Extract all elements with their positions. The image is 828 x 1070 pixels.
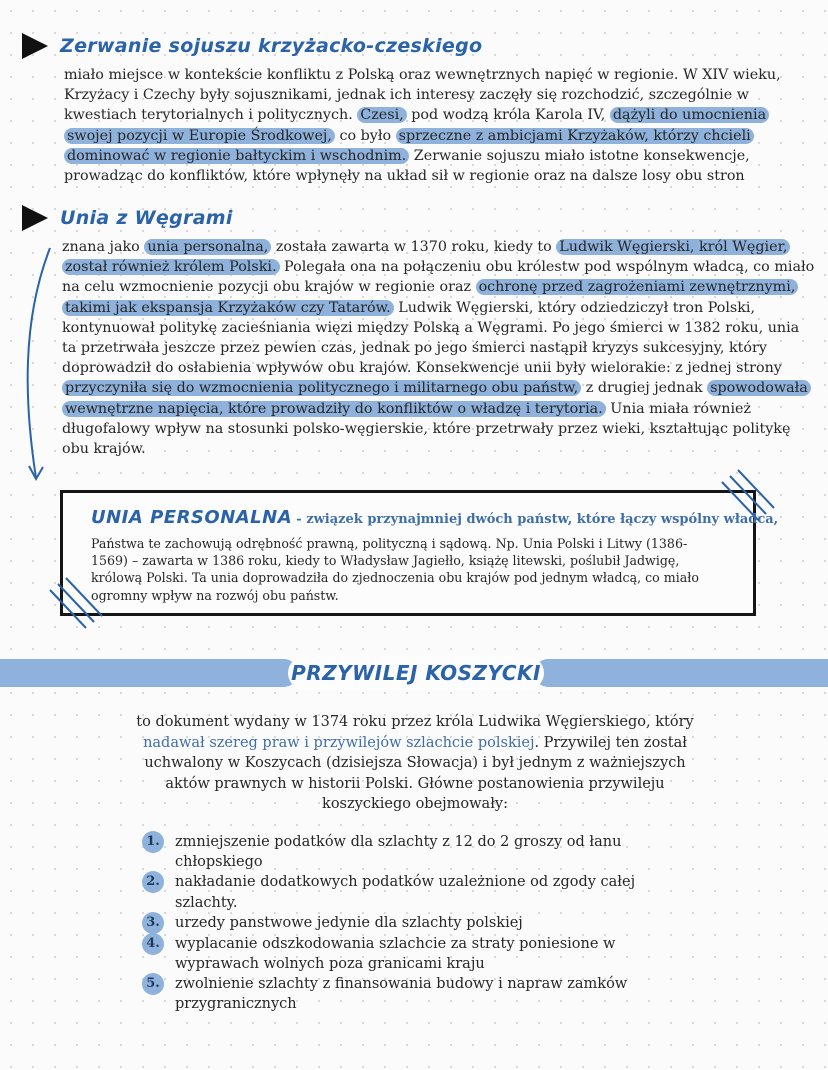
text-run: Unia miała również długofalowy wpływ na stosunki polsko-węgierskie, które przetrwały przez wieki, kształtując politykę obu krajów. <box>62 400 791 458</box>
text-run: . Przywilej ten został uchwalony w Koszycach (dzisiejsza Słowacja) i był jednym z ważniejszych aktów prawnych w historii Polski. Główne postanowienia przywileju koszyckiego obejmowały: <box>144 734 687 812</box>
highlight-napiecia: spowodowała wewnętrzne napięcia, które prowadziły do konfliktów o władzę i terytoria. <box>62 380 811 416</box>
number-badge: 2. <box>142 871 164 893</box>
banner-bar-right <box>534 659 828 687</box>
highlight-wzmocnienie: przyczyniła się do wzmocnienia politycznego i militarnego obu państw, <box>62 380 581 396</box>
list-item <box>142 832 682 872</box>
list-item-text: urzedy panstwowe jedynie dla szlachty polskiej <box>175 914 523 931</box>
number-badge: 1. <box>142 831 164 853</box>
definition-short: - związek przynajmniej dwóch państw, które łączy wspólny władca, <box>296 512 779 527</box>
number-badge: 3. <box>142 912 164 934</box>
highlight-sprzeczne: sprzeczne z ambicjami Krzyżaków, którzy chcieli dominować w regionie bałtyckim i wschodnim. <box>64 128 754 164</box>
text-run: co było <box>334 127 396 144</box>
number-badge: 4. <box>142 933 164 955</box>
list-item-text: wyplacanie odszkodowania szlachcie za straty poniesione w wyprawach wolnych poza granicami kraju <box>175 935 616 973</box>
section2-title: Unia z Węgrami <box>60 207 233 229</box>
list-item-text: zmniejszenie podatków dla szlachty z 12 do 2 groszy od łanu chłopskiego <box>175 834 622 871</box>
text-run: miało miejsce w kontekście konfliktu z Polską oraz wewnętrznych napięć w regionie. W XIV wieku, Krzyżacy i Czechy były sojusznikami, jednak ich interesy zaczęły się rozchodzić, szczególnie w kwestiach terytorialnych i politycznych. <box>64 67 781 124</box>
list-item <box>142 913 682 934</box>
section3-title: PRZYWILEJ KOSZYCKI <box>288 656 544 690</box>
section1-title: Zerwanie sojuszu krzyżacko-czeskiego <box>60 35 483 57</box>
text-run: pod wodzą króla Karola IV, <box>406 107 610 124</box>
highlight-przywileje: nadawał szereg praw i przywilejów szlachcie polskiej <box>143 734 535 751</box>
banner-bar-left <box>0 659 298 687</box>
text-run: Zerwanie sojuszu miało istotne konsekwencje, prowadząc do konfliktów, które wpłynęły na układ sił w regionie oraz na dalsze losy obu stron <box>64 147 750 185</box>
highlight-ochrona: ochronę przed zagrożeniami zewnętrznymi, takimi jak ekspansja Krzyżaków czy Tatarów. <box>62 279 798 315</box>
list-item <box>142 934 682 974</box>
list-item <box>142 974 682 1014</box>
definition-body: Państwa te zachowują odrębność prawną, polityczną i sądową. Np. Unia Polski i Litwy (1386-1569) – zawarta w 1386 roku, kiedy to Władysław Jagiełło, książę litewski, poślubił Jadwigę, królową Polski. Ta unia doprowadziła do zjednoczenia obu krajów pod jednym władcą, co miało ogromny wpływ na rozwój obu państw. <box>91 536 699 603</box>
highlight-unia-personalna: unia personalna, <box>144 239 271 255</box>
provisions-list <box>142 832 682 1015</box>
section3-intro <box>120 712 710 815</box>
highlight-ludwik: Ludwik Węgierski, król Węgier, został również królem Polski. <box>62 239 790 275</box>
list-item-text: zwolnienie szlachty z finansowania budowy i napraw zamków przygranicznych <box>175 976 628 1013</box>
definition-term: UNIA PERSONALNA <box>91 507 293 528</box>
number-badge: 5. <box>142 973 164 995</box>
text-run: została zawarta w 1370 roku, kiedy to <box>271 239 557 255</box>
text-run: to dokument wydany w 1374 roku przez króla Ludwika Węgierskiego, który <box>136 714 694 730</box>
text-run: z drugiej jednak <box>581 380 708 397</box>
highlight-czesi: Czesi, <box>357 107 406 123</box>
list-item <box>142 872 682 912</box>
list-item-text: nakładanie dodatkowych podatków uzależnione od zgody całej szlachty. <box>175 874 636 911</box>
text-run: Ludwik Węgierski, który odziedziczył tron Polski, kontynuował politykę zacieśniania więzi między Polską a Węgrami. Po jego śmierci w 1382 roku, unia ta przetrwała jeszcze przez pewien czas, jednak po jego śmierci nastąpił kryzys sukcesyjny, który doprowadził do osłabienia wpływów obu krajów. Konsekwencje unii były wielorakie: z jednej strony <box>62 299 800 377</box>
text-run: Polegała ona na połączeniu obu królestw pod wspólnym władcą, co miało na celu wzmocnienie pozycji obu krajów w regionie oraz <box>62 259 815 296</box>
text-run: znana jako <box>62 239 145 255</box>
highlight-umocnienie: dążyli do umocnienia swojej pozycji w Europie Środkowej, <box>64 107 769 143</box>
